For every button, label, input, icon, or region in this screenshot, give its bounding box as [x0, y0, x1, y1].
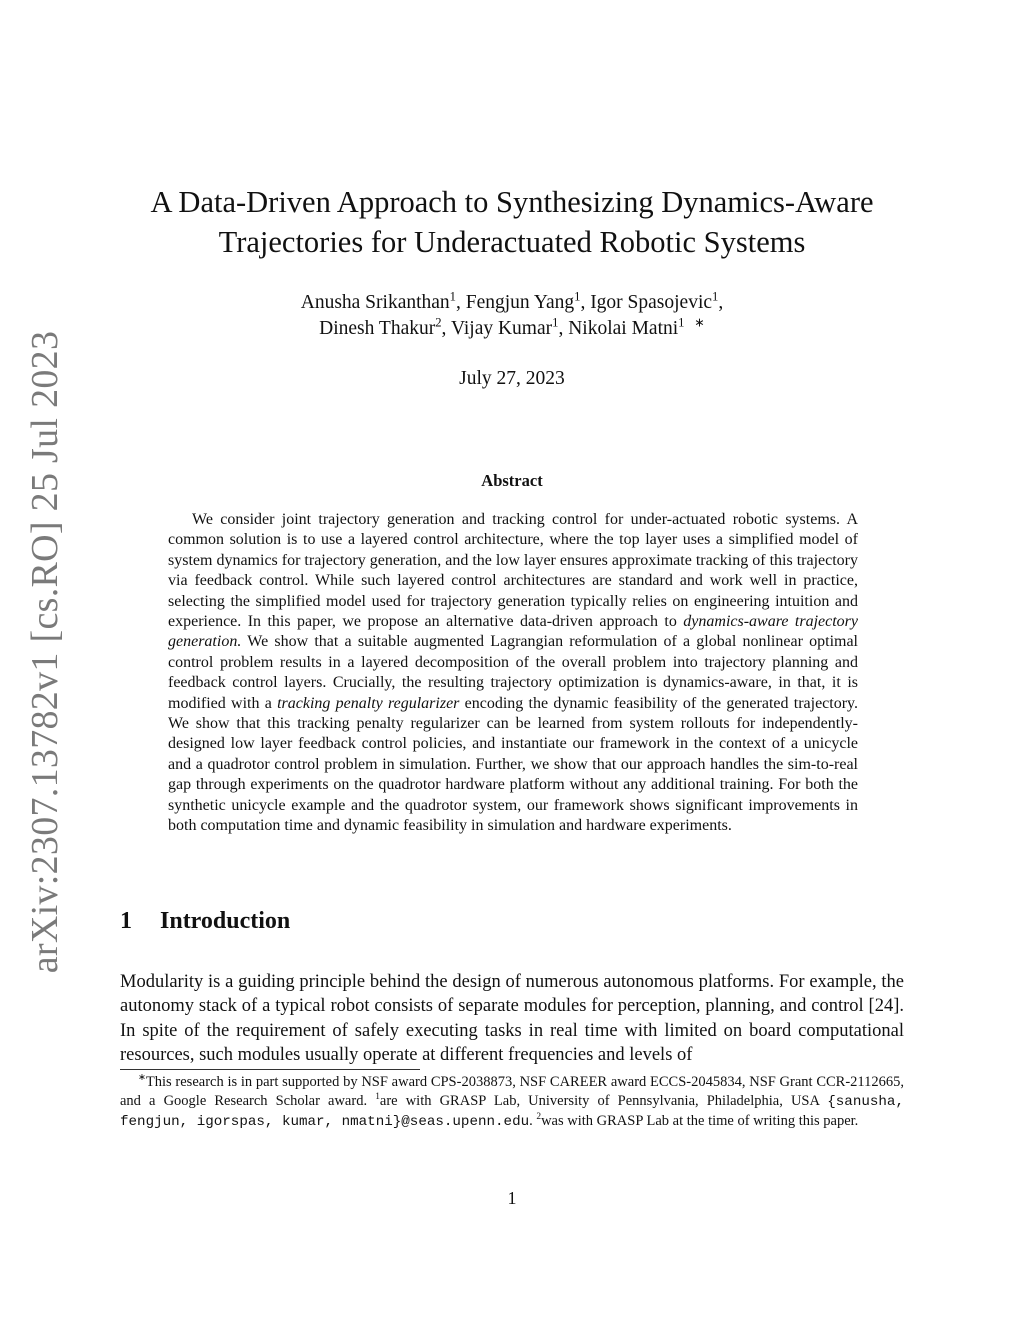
- arxiv-identifier: arXiv:2307.13782v1 [cs.RO] 25 Jul 2023: [24, 330, 66, 974]
- footnote-text: This research is in part supported by NSF award CPS-2038873, NSF CAREER award ECCS-2045834, NSF Grant CCR-2112665, and a Google Research Scholar award.: [120, 1074, 904, 1109]
- affiliation-mark: 1: [552, 315, 559, 330]
- author-name: Vijay Kumar: [450, 318, 553, 339]
- abstract-heading: Abstract: [481, 471, 543, 490]
- author-name: Anusha Srikanthan: [300, 292, 450, 313]
- section-title: Introduction: [160, 908, 291, 934]
- affiliation-mark: 2: [435, 315, 442, 330]
- footnote-text: .: [529, 1113, 537, 1129]
- abstract-emphasis: tracking penalty regularizer: [277, 694, 460, 712]
- page-number: 1: [507, 1188, 517, 1208]
- affiliation-mark: 1: [574, 289, 581, 304]
- footnote-text: are with GRASP Lab, University of Pennsylvania, Philadelphia, USA: [379, 1093, 828, 1109]
- affiliation-mark: 1: [712, 289, 719, 304]
- section-number: 1: [120, 908, 132, 934]
- author-name: Nikolai Matni: [568, 318, 679, 339]
- abstract-text: [168, 510, 858, 837]
- affiliation-mark: 1: [678, 315, 685, 330]
- footnote-rule: [120, 1069, 420, 1070]
- author-separator: ,: [558, 318, 569, 339]
- affiliation-mark: 2: [536, 1112, 542, 1123]
- author-separator: ,: [441, 318, 451, 339]
- footnote-mark: ∗: [138, 1073, 146, 1084]
- author-name: Dinesh Thakur: [319, 318, 436, 339]
- footnote: [120, 1073, 904, 1132]
- abstract-emphasis: dynamics-aware trajectory generation.: [168, 613, 858, 651]
- introduction-paragraph: Modularity is a guiding principle behind the design of numerous autonomous platforms. For example, the autonomy stack of a typical robot consists of separate modules for perception, planning, and control [24]. In spite of the requirement of safely executing tasks in real time with limited on board computational resources, such modules usually operate at different frequencies and levels of: [120, 972, 904, 1066]
- abstract-part: We consider joint trajectory generation and tracking control for under-actuated robotic systems. A common solution is to use a layered control architecture, where the top layer uses a simplified model of system dynamics for trajectory generation, and the low layer ensures approximate tracking of this trajectory via feedback control. While such layered control architectures are standard and work well in practice, selecting the simplified model used for trajectory generation typically relies on engineering intuition and experience. In this paper, we propose an alternative data-driven approach to: [168, 511, 858, 631]
- section-heading: [120, 908, 290, 935]
- author-line-1: [120, 290, 904, 316]
- author-name: Igor Spasojevic: [590, 292, 713, 313]
- author-name: Fengjun Yang: [465, 292, 575, 313]
- footnote-mark: ∗: [694, 315, 705, 330]
- footnote-text: was with GRASP Lab at the time of writing this paper.: [541, 1113, 859, 1129]
- affiliation-mark: 1: [375, 1092, 380, 1103]
- publication-date: July 27, 2023: [459, 368, 565, 389]
- paper-title: [120, 182, 904, 262]
- abstract-part: We show that a suitable augmented Lagrangian reformulation of a global nonlinear optimal control problem results in a layered decomposition of the overall problem into trajectory planning and feedback control layers. Crucially, the resulting trajectory optimization is dynamics-aware, in that, it is modified with a: [168, 633, 858, 712]
- affiliation-mark: 1: [449, 289, 456, 304]
- author-separator: ,: [718, 292, 724, 313]
- author-list: [120, 290, 904, 342]
- author-separator: ,: [456, 292, 466, 313]
- author-line-2: [120, 316, 904, 342]
- title-line-1: A Data-Driven Approach to Synthesizing Dynamics-Aware: [150, 185, 874, 219]
- abstract-part: encoding the dynamic feasibility of the generated trajectory. We show that this tracking penalty regularizer can be learned from system rollouts for independently-designed low layer feedback control policies, and instantiate our framework in the context of a unicycle and a quadrotor control problem in simulation. Further, we show that our approach handles the sim-to-real gap through experiments on the quadrotor hardware platform without any additional training. For both the synthetic unicycle example and the quadrotor system, our framework shows significant improvements in both computation time and dynamic feasibility in simulation and hardware experiments.: [168, 694, 859, 835]
- email-addresses: {sanusha, fengjun, igorspas, kumar, nmatni}@seas.upenn.edu: [120, 1094, 904, 1130]
- title-line-2: Trajectories for Underactuated Robotic Systems: [218, 225, 806, 259]
- author-separator: ,: [580, 292, 591, 313]
